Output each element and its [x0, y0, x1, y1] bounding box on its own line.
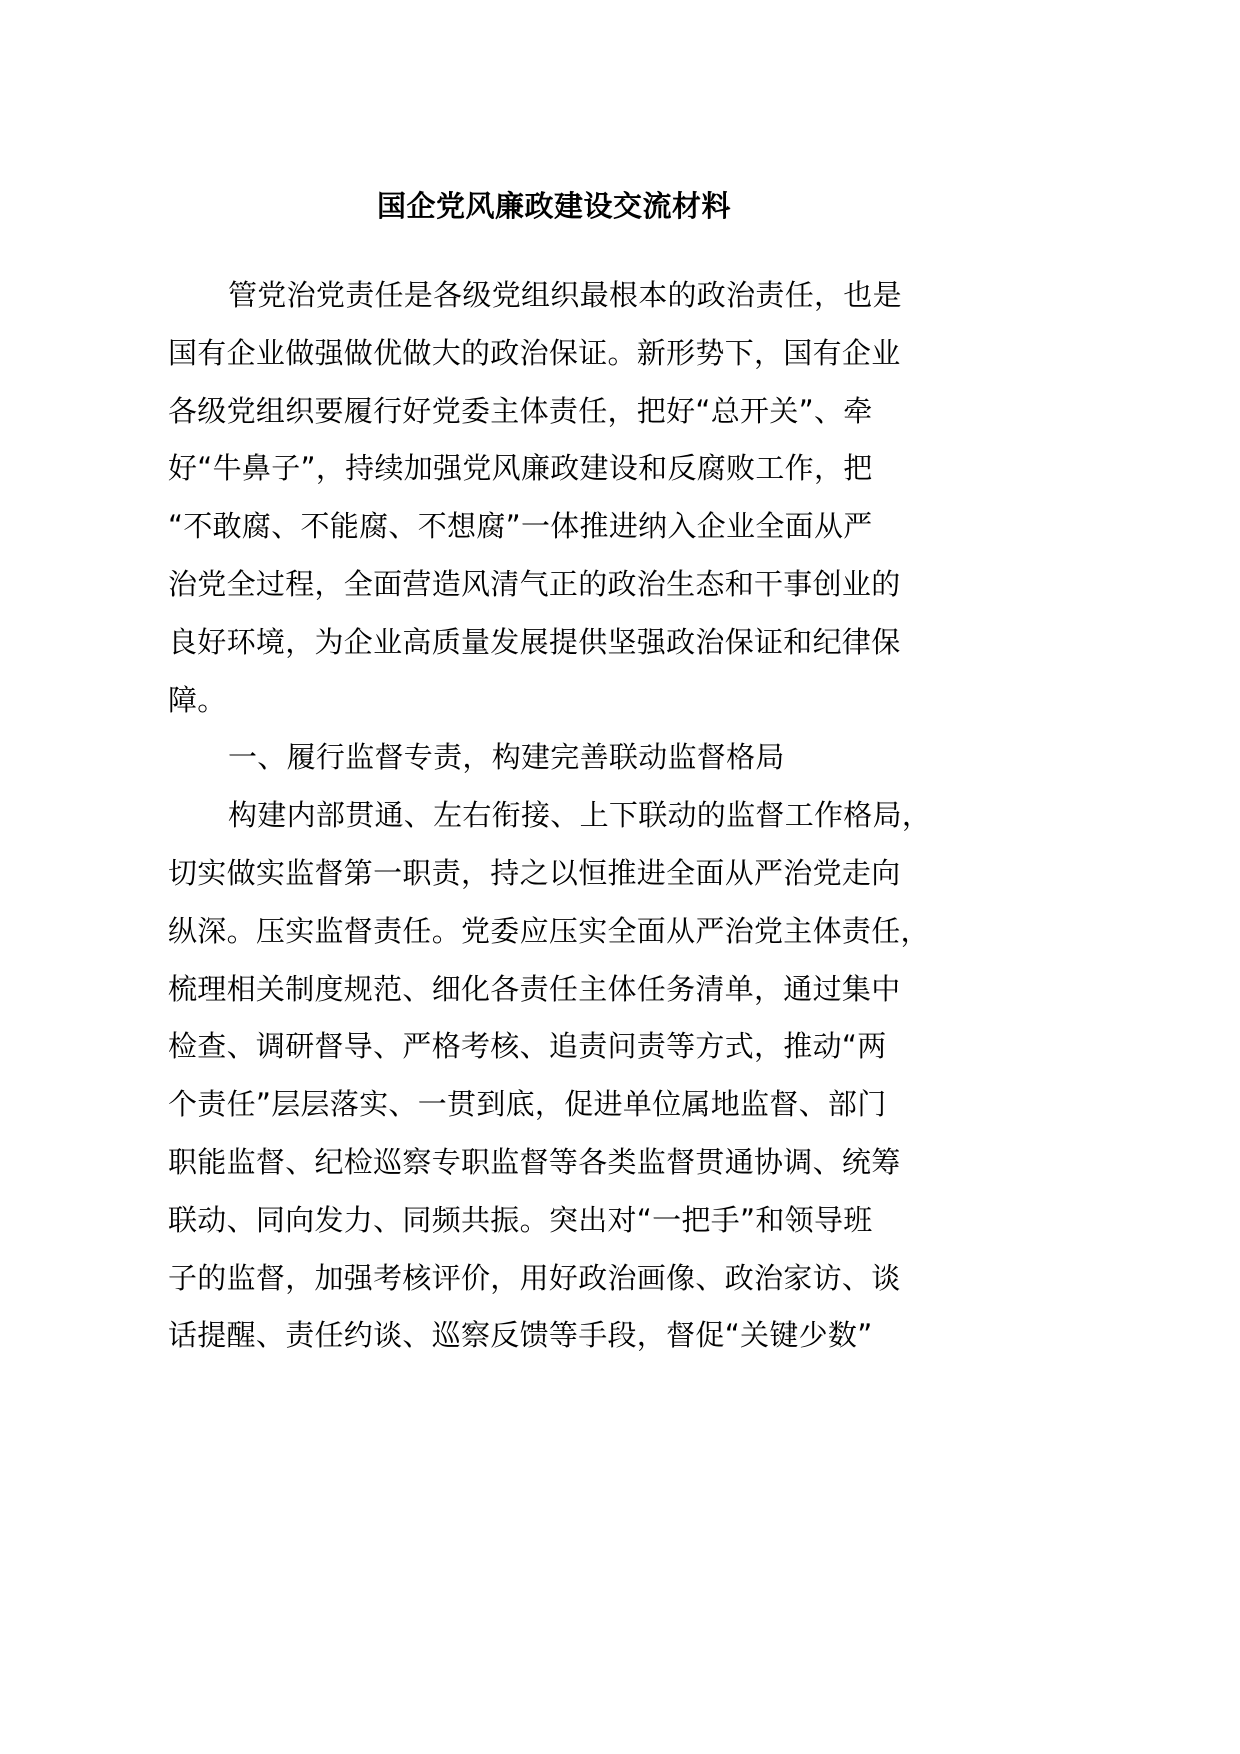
- paragraph-1-line-5: “不敢腐、不能腐、不想腐”一体推进纳入企业全面从严: [168, 509, 873, 544]
- paragraph-1-line-8: 障。: [168, 682, 227, 717]
- paragraph-1-line-7: 良好环境，为企业高质量发展提供坚强政治保证和纪律保: [168, 624, 901, 659]
- paragraph-2-line-9: 子的监督，加强考核评价，用好政治画像、政治家访、谈: [168, 1260, 901, 1295]
- paragraph-2-line-6: 个责任”层层落实、一贯到底，促进单位属地监督、部门: [168, 1087, 887, 1122]
- paragraph-1-line-1: 管党治党责任是各级党组织最根本的政治责任，也是: [228, 278, 902, 312]
- paragraph-2-line-10: 话提醒、责任约谈、巡察反馈等手段，督促“关键少数”: [168, 1318, 873, 1353]
- document-body: [168, 267, 948, 1365]
- paragraph-1-line-3: 各级党组织要履行好党委主体责任，把好“总开关”、牵: [168, 393, 873, 428]
- paragraph-2-line-3: 纵深。压实监督责任。党委应压实全面从严治党主体责任，: [168, 913, 930, 948]
- document-title: 国企党风廉政建设交流材料: [376, 189, 731, 223]
- paragraph-2-line-7: 职能监督、纪检巡察专职监督等各类监督贯通协调、统筹: [168, 1144, 901, 1179]
- paragraph-2-line-1: 构建内部贯通、左右衔接、上下联动的监督工作格局，: [228, 798, 932, 833]
- paragraph-2-line-2: 切实做实监督第一职责，持之以恒推进全面从严治党走向: [168, 855, 901, 890]
- paragraph-1-line-4: 好“牛鼻子”，持续加强党风廉政建设和反腐败工作，把: [168, 451, 873, 486]
- paragraph-2-line-5: 检查、调研督导、严格考核、追责问责等方式，推动“两: [168, 1029, 887, 1064]
- paragraph-2-line-4: 梳理相关制度规范、细化各责任主体任务清单，通过集中: [168, 971, 901, 1006]
- section-heading-1: 一、履行监督专责，构建完善联动监督格局: [228, 740, 785, 775]
- paragraph-2-line-8: 联动、同向发力、同频共振。突出对“一把手”和领导班: [168, 1202, 873, 1237]
- paragraph-1-line-6: 治党全过程，全面营造风清气正的政治生态和干事创业的: [168, 566, 901, 601]
- paragraph-1-line-2: 国有企业做强做优做大的政治保证。新形势下，国有企业: [168, 335, 901, 370]
